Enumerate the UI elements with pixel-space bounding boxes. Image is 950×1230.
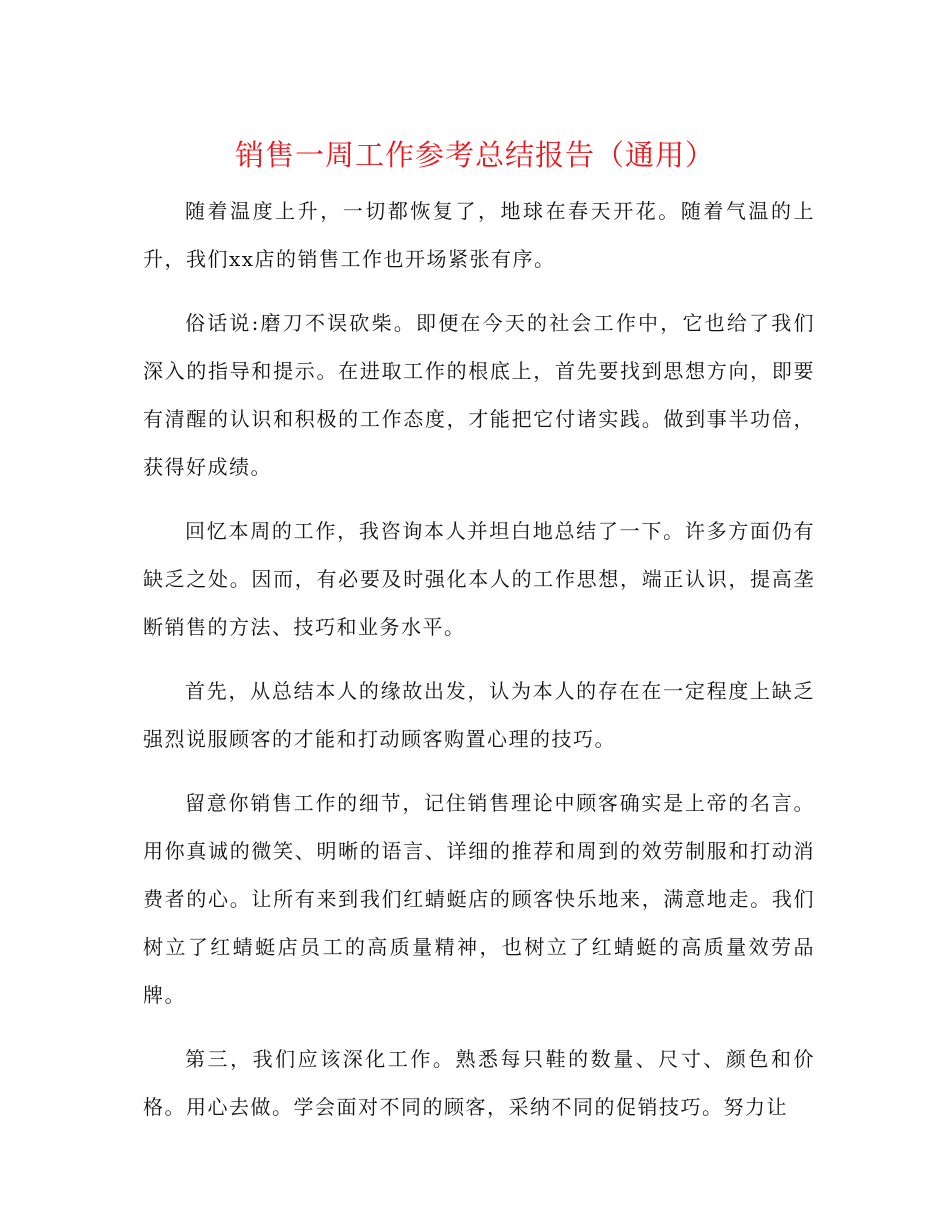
paragraph-2: 俗话说:磨刀不误砍柴。即便在今天的社会工作中，它也给了我们深入的指导和提示。在进取工作的根底上，首先要找到思想方向，即要有清醒的认识和积极的工作态度，才能把它付诸实践。做到事半功倍，获得好成绩。 [143, 311, 815, 479]
document-body [143, 187, 815, 1147]
paragraph-5: 留意你销售工作的细节，记住销售理论中顾客确实是上帝的名言。用你真诚的微笑、明晰的语言、详细的推荐和周到的效劳制服和打动消费者的心。让所有来到我们红蜻蜓店的顾客快乐地来，满意地走。我们树立了红蜻蜓店员工的高质量精神，也树立了红蜻蜓的高质量效劳品牌。 [143, 791, 815, 1007]
document-title: 销售一周工作参考总结报告（通用） [234, 138, 715, 172]
paragraph-4: 首先，从总结本人的缘故出发，认为本人的存在在一定程度上缺乏强烈说服顾客的才能和打动顾客购置心理的技巧。 [143, 679, 815, 751]
paragraph-6: 第三，我们应该深化工作。熟悉每只鞋的数量、尺寸、颜色和价格。用心去做。学会面对不同的顾客，采纳不同的促销技巧。努力让 [143, 1047, 815, 1119]
paragraph-1: 随着温度上升，一切都恢复了，地球在春天开花。随着气温的上升，我们xx店的销售工作也开场紧张有序。 [143, 199, 815, 271]
paragraph-3: 回忆本周的工作，我咨询本人并坦白地总结了一下。许多方面仍有缺乏之处。因而，有必要及时强化本人的工作思想，端正认识，提高垄断销售的方法、技巧和业务水平。 [143, 519, 815, 639]
